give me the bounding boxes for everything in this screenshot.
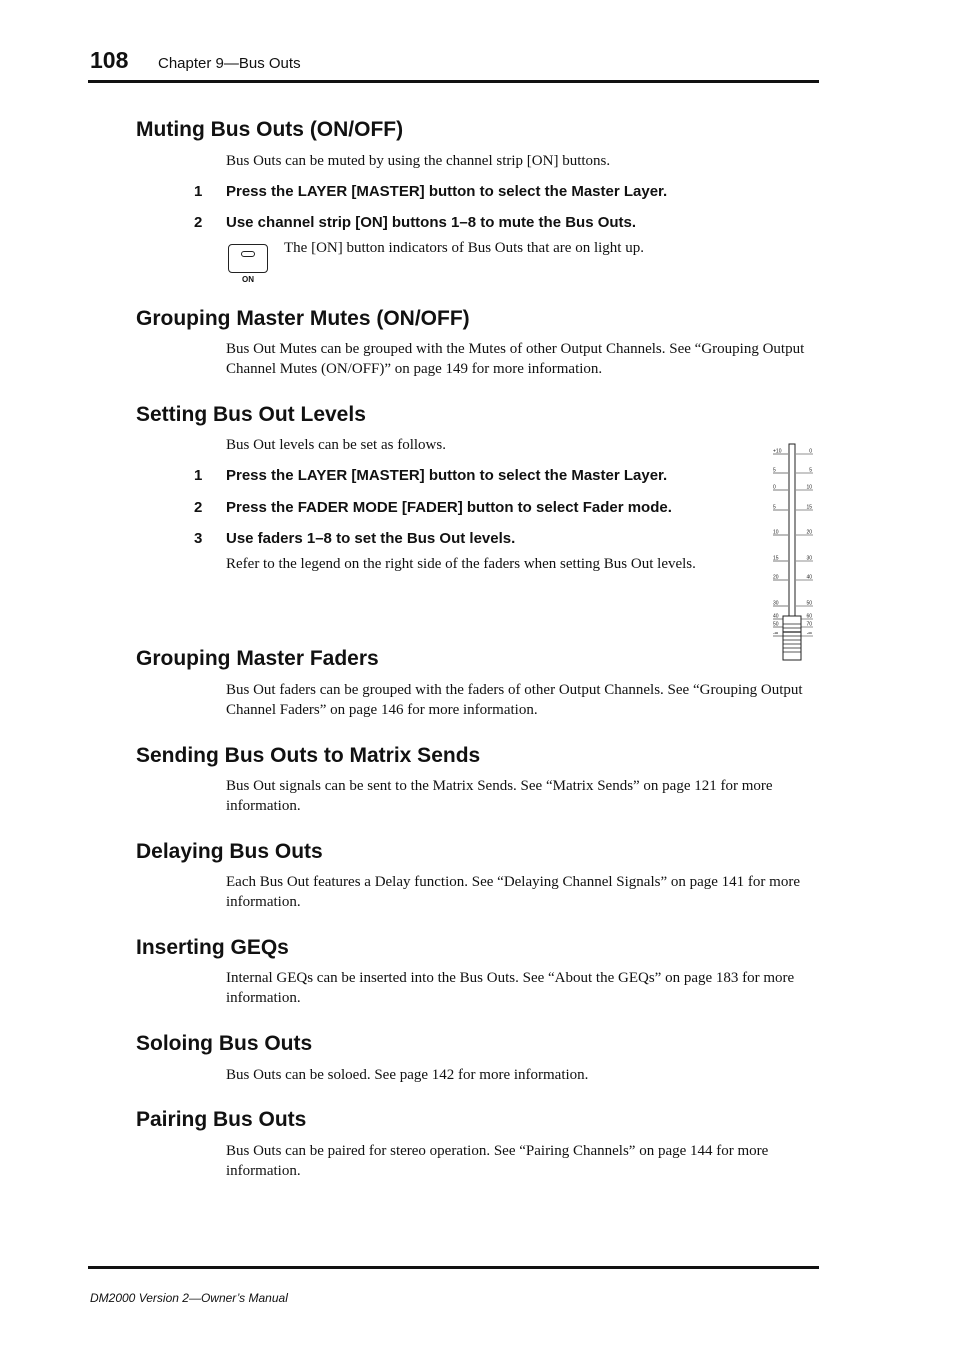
heading-delay: Delaying Bus Outs [136,840,323,863]
step-text: Press the FADER MODE [FADER] button to select Fader mode. [226,499,672,516]
fader-scale-right-label: 60 [806,613,812,620]
heading-grouping-faders: Grouping Master Faders [136,647,379,670]
step-number: 2 [194,499,203,516]
step-number: 1 [194,183,203,200]
fader-scale-right-label: 10 [806,484,812,491]
step-text: Use faders 1–8 to set the Bus Out levels. [226,530,516,547]
heading-grouping-mutes: Grouping Master Mutes (ON/OFF) [136,307,470,330]
fader-knob-icon [783,616,801,660]
fader-scale-left-label: 15 [773,555,779,562]
fader-scale-right-label: -∞ [806,630,812,637]
fader-scale-right-label: 0 [809,448,812,455]
fader-scale-left-label: 30 [773,600,779,607]
step-number: 3 [194,530,203,547]
on-button-led-icon [241,251,255,257]
fader-scale-left-label: 5 [773,504,776,511]
fader-scale-left-label: 5 [773,467,776,474]
step-number: 1 [194,467,203,484]
fader-scale-left-label: +10 [773,448,782,455]
on-button-label: ON [242,275,254,284]
pairing-body: Bus Outs can be paired for stereo operation. See “Pairing Channels” on page 144 for more information. [226,1143,769,1179]
geq-body: Internal GEQs can be inserted into the Bus Outs. See “About the GEQs” on page 183 for more information. [226,970,795,1006]
fader-scale-right-label: 30 [806,555,812,562]
grouping-mutes-body: Bus Out Mutes can be grouped with the Mutes of other Output Channels. See “Grouping Output Channel Mutes (ON/OFF)” on page 149 for more information. [226,341,805,377]
page-number: 108 [90,47,129,73]
grouping-faders-body: Bus Out faders can be grouped with the faders of other Output Channels. See “Grouping Output Channel Faders” on page 146 for more information. [226,682,803,718]
step-text: Press the LAYER [MASTER] button to select the Master Layer. [226,183,668,200]
heading-matrix: Sending Bus Outs to Matrix Sends [136,744,481,767]
levels-intro: Bus Out levels can be set as follows. [226,437,446,453]
fader-scale-left-label: 10 [773,529,779,536]
on-button-body [228,244,268,273]
fader-scale-left-label: 0 [773,484,776,491]
solo-body: Bus Outs can be soloed. See page 142 for more information. [226,1067,589,1083]
chapter-title: Chapter 9—Bus Outs [158,55,301,72]
muting-note: The [ON] button indicators of Bus Outs that are on light up. [284,240,644,256]
delay-body: Each Bus Out features a Delay function. See “Delaying Channel Signals” on page 141 for more information. [226,874,800,910]
muting-intro: Bus Outs can be muted by using the channel strip [ON] buttons. [226,153,611,169]
fader-scale-left-label: 50 [773,621,779,628]
heading-solo: Soloing Bus Outs [136,1032,313,1055]
fader-scale-left-label: 40 [773,613,779,620]
step-number: 2 [194,214,203,231]
fader-scale-right-label: 15 [806,504,812,511]
on-button-illustration [228,244,268,288]
levels-note: Refer to the legend on the right side of the faders when setting Bus Out levels. [226,556,696,572]
heading-levels: Setting Bus Out Levels [136,403,366,426]
fader-scale-left-label: 20 [773,574,779,581]
matrix-body: Bus Out signals can be sent to the Matrix Sends. See “Matrix Sends” on page 121 for more information. [226,778,773,814]
fader-scale-right-label: 5 [809,467,812,474]
fader-scale-right-label: 70 [806,621,812,628]
footer-rule [88,1266,819,1269]
fader-scale-right-label: 40 [806,574,812,581]
header-rule [88,80,819,83]
footer-text: DM2000 Version 2—Owner’s Manual [90,1291,288,1305]
fader-scale-left-label: -∞ [773,630,779,637]
fader-scale-right-label: 20 [806,529,812,536]
heading-muting: Muting Bus Outs (ON/OFF) [136,118,404,141]
fader-scale-right-label: 50 [806,600,812,607]
heading-geq: Inserting GEQs [136,936,289,959]
fader-illustration [768,440,818,662]
step-text: Press the LAYER [MASTER] button to select the Master Layer. [226,467,668,484]
heading-pairing: Pairing Bus Outs [136,1108,307,1131]
step-text: Use channel strip [ON] buttons 1–8 to mute the Bus Outs. [226,214,637,231]
fader-svg [768,440,818,662]
